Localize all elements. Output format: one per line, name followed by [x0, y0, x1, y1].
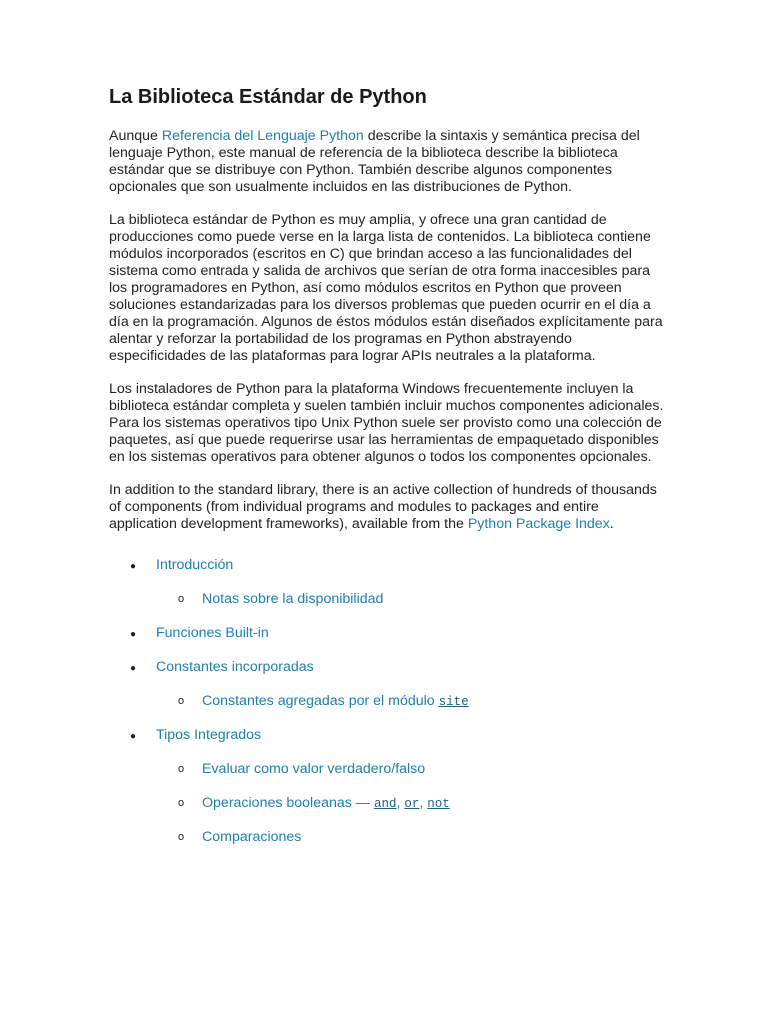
bullet-icon: ● [130, 561, 137, 572]
toc-item [109, 659, 669, 676]
intro-text-start: Aunque [109, 128, 162, 144]
toc-item [109, 591, 669, 608]
library-paragraph: La biblioteca estándar de Python es muy amplia, y ofrece una gran cantidad de producciones como puede verse en la larga lista de contenidos. La biblioteca contiene módulos incorporados (escritos en C) que brindan acceso a las funcionalidades del sistema como entrada y salida de archivos que serían de otra forma inaccesibles para los programadores en Python, así como módulos escritos en Python que proveen soluciones estandarizadas para los diversos problemas que pueden ocurrir en el día a día en la programación. Algunos de éstos módulos están diseñados explícitamente para alentar y reforzar la portabilidad de los programas en Python abstrayendo especificidades de las plataformas para lograr APIs neutrales a la plataforma. [109, 212, 663, 364]
installers-paragraph: Los instaladores de Python para la plataforma Windows frecuentemente incluyen la biblioteca estándar completa y suelen también incluir muchos componentes adicionales. Para los sistemas operativos tipo Unix Python suele ser provisto como una colección de paquetes, así que puede requerirse usar las herramientas de empaquetado disponibles en los sistemas operativos para obtener algunos o todos los componentes opcionales. [109, 381, 664, 465]
page-title: La Biblioteca Estándar de Python [109, 86, 427, 108]
circle-bullet-icon: o [178, 831, 185, 843]
bullet-icon: ● [130, 731, 137, 742]
toc-item [109, 727, 669, 744]
intro-text-end: describe la sintaxis y semántica precisa del lenguaje Python, este manual de referencia de la biblioteca describe la biblioteca estándar que se distribuye con Python. También describe algunos componentes opcionales que son usualmente incluidos en las distribuciones de Python. [109, 128, 640, 195]
package-index-link[interactable]: Python Package Index [467, 516, 610, 532]
circle-bullet-icon: o [178, 797, 185, 809]
toc-item [109, 795, 669, 812]
package-index-paragraph [109, 482, 669, 533]
toc-label: Operaciones booleanas — [202, 795, 374, 811]
bullet-icon: ● [130, 629, 137, 640]
toc-link-booleanas[interactable] [202, 795, 450, 813]
toc-link-constantes[interactable]: Constantes incorporadas [156, 659, 314, 675]
circle-bullet-icon: o [178, 763, 185, 775]
package-index-text-start: In addition to the standard library, there is an active collection of hundreds of thousands of components (from individual programs and modules to packages and entire application development frameworks), available from the [109, 482, 657, 532]
toc-item [109, 557, 669, 574]
language-reference-link[interactable]: Referencia del Lenguaje Python [161, 128, 364, 144]
intro-paragraph [109, 128, 669, 196]
table-of-contents [109, 557, 669, 846]
not-code[interactable]: not [427, 797, 450, 811]
toc-link-tipos[interactable]: Tipos Integrados [156, 727, 262, 743]
package-index-text-end: . [609, 516, 614, 532]
bullet-icon: ● [130, 663, 137, 674]
toc-link-constantes-site[interactable] [202, 693, 469, 711]
toc-link-notas[interactable]: Notas sobre la disponibilidad [202, 591, 384, 607]
circle-bullet-icon: o [178, 695, 185, 707]
toc-label: Constantes agregadas por el módulo [202, 693, 439, 709]
and-code[interactable]: and [373, 797, 397, 811]
toc-link-funciones[interactable]: Funciones Built-in [156, 625, 269, 641]
circle-bullet-icon: o [178, 593, 185, 605]
toc-link-introduccion[interactable]: Introducción [156, 557, 234, 573]
toc-item [109, 693, 669, 710]
site-code[interactable]: site [438, 695, 469, 709]
toc-item [109, 761, 669, 778]
or-code[interactable]: or [404, 797, 420, 811]
document-page [109, 84, 669, 863]
toc-link-comparaciones[interactable]: Comparaciones [202, 829, 302, 845]
toc-link-evaluar[interactable]: Evaluar como valor verdadero/falso [202, 761, 426, 777]
separator: , [396, 795, 405, 811]
toc-item [109, 625, 669, 642]
separator: , [419, 795, 428, 811]
toc-item [109, 829, 669, 846]
